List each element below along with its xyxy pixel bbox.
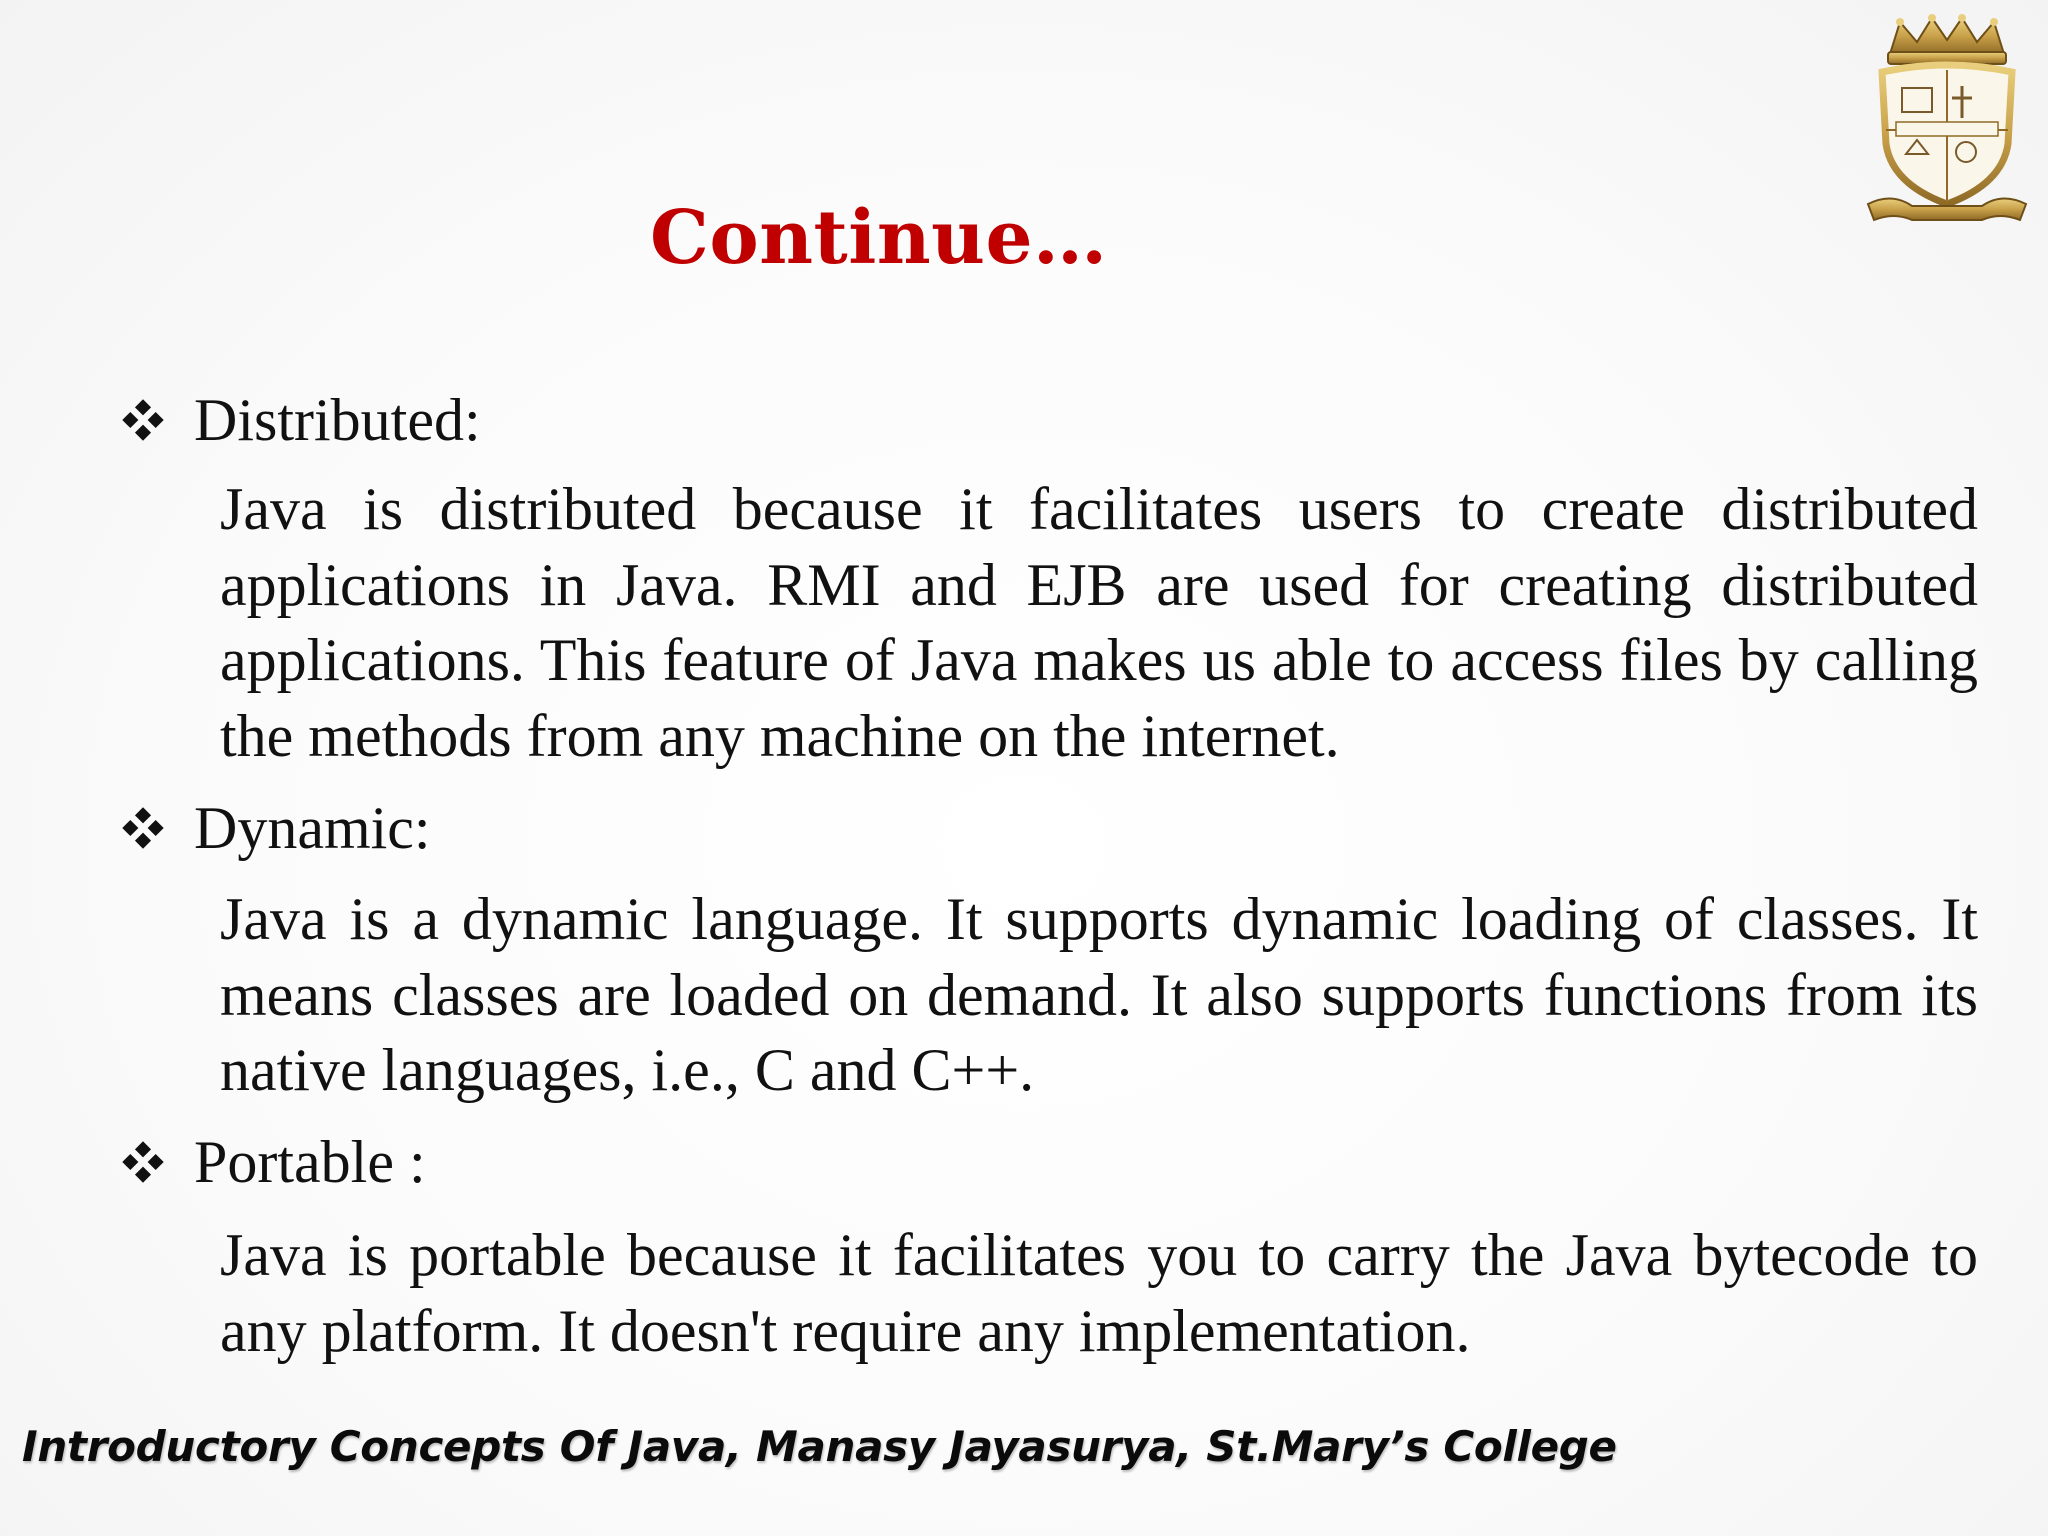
section-body: Java is distributed because it facilitates users to create distributed applications in Java. RMI and EJB are used for creating distributed applications. This feature of Java makes us able to access files by calling the methods from any machine on the internet. <box>220 476 1978 769</box>
section-body: Java is a dynamic language. It supports dynamic loading of classes. It means classes are loaded on demand. It also supports functions from its native languages, i.e., C and C++. <box>220 886 1978 1103</box>
section-heading <box>120 793 431 863</box>
heading-label: Dynamic: <box>194 795 431 861</box>
diamond-bullet-icon <box>120 1139 166 1185</box>
diamond-bullet-icon <box>120 805 166 851</box>
slide-title: Continue… <box>650 195 1108 281</box>
section-heading <box>120 1127 426 1197</box>
heading-label: Portable : <box>194 1129 426 1195</box>
college-crest-logo <box>1862 14 2032 226</box>
section-heading <box>120 385 481 455</box>
footer-credit: Introductory Concepts Of Java, Manasy Jayasurya, St.Mary’s College <box>22 1422 1617 1471</box>
diamond-bullet-icon <box>120 397 166 443</box>
section-body: Java is portable because it facilitates you to carry the Java bytecode to any platform. It doesn't require any implementation. <box>220 1222 1978 1364</box>
heading-label: Distributed: <box>194 387 481 453</box>
